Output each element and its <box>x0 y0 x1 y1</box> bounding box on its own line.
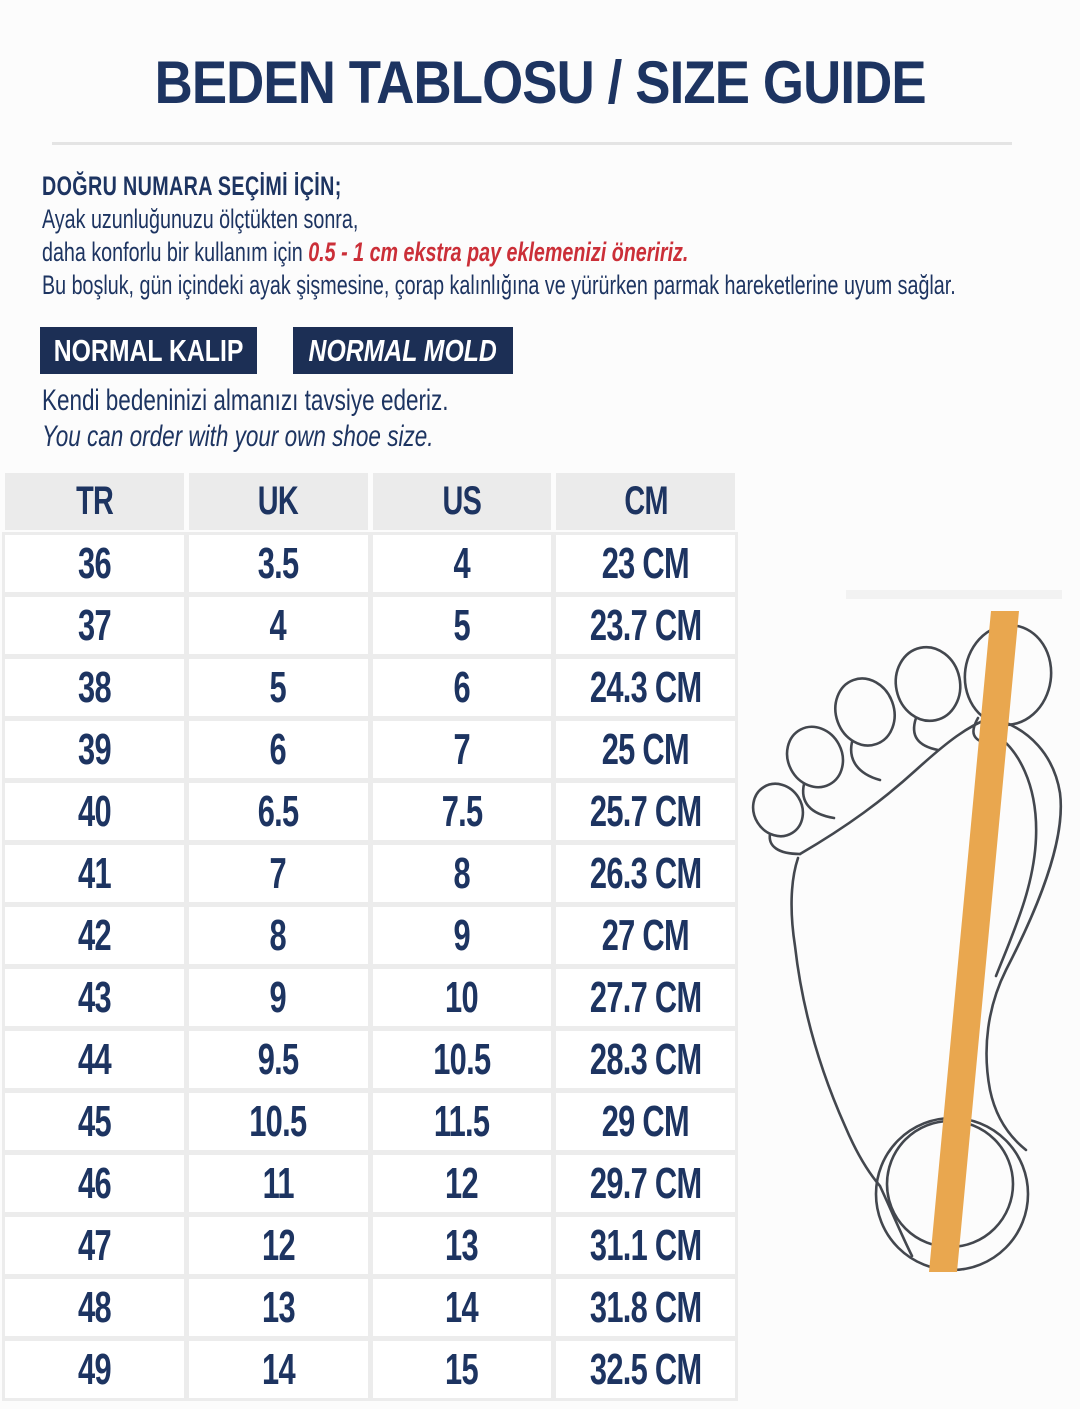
table-row <box>5 721 735 778</box>
intro-heading: DOĞRU NUMARA SEÇİMİ İÇİN; <box>42 171 342 201</box>
size-cell: 4 <box>189 597 368 654</box>
size-cell: 12 <box>189 1217 368 1274</box>
size-cell: 44 <box>5 1031 184 1088</box>
size-cell: 43 <box>5 969 184 1026</box>
header-cell-uk: UK <box>189 473 368 530</box>
table-row <box>5 535 735 592</box>
size-cell: 42 <box>5 907 184 964</box>
mold-badges <box>40 327 513 374</box>
intro-line-2 <box>42 236 1080 269</box>
table-row <box>5 1093 735 1150</box>
table-row <box>5 1031 735 1088</box>
size-cell: 9.5 <box>189 1031 368 1088</box>
foot-outline <box>743 620 1060 1270</box>
size-cell: 11.5 <box>373 1093 552 1150</box>
size-cell: 31.1 CM <box>556 1217 735 1274</box>
size-cell: 8 <box>189 907 368 964</box>
intro-line-1: Ayak uzunluğunuzu ölçtükten sonra, <box>42 204 359 234</box>
intro-block <box>42 170 1080 302</box>
table-row <box>5 845 735 902</box>
header-cell-us: US <box>373 473 552 530</box>
page-title <box>0 48 1080 117</box>
size-cell: 6 <box>189 721 368 778</box>
intro-line-3: Bu boşluk, gün içindeki ayak şişmesine, çorap kalınlığına ve yürürken parmak hareketlerine uyum sağlar. <box>42 270 956 300</box>
advice-english: You can order with your own shoe size. <box>42 420 434 453</box>
size-cell: 10.5 <box>373 1031 552 1088</box>
foot-outline-illustration <box>738 578 1080 1323</box>
size-cell: 27.7 CM <box>556 969 735 1026</box>
intro-line-2-highlight: 0.5 - 1 cm ekstra pay eklemenizi öneririz. <box>308 237 689 267</box>
page-title-text: BEDEN TABLOSU / SIZE GUIDE <box>154 49 926 116</box>
table-row <box>5 597 735 654</box>
size-cell: 4 <box>373 535 552 592</box>
size-cell: 9 <box>189 969 368 1026</box>
table-row <box>5 1217 735 1274</box>
table-row <box>5 1341 735 1398</box>
size-cell: 38 <box>5 659 184 716</box>
normal-kalip-badge <box>40 327 257 374</box>
advice-block <box>42 383 584 455</box>
size-cell: 32.5 CM <box>556 1341 735 1398</box>
size-cell: 10.5 <box>189 1093 368 1150</box>
size-table <box>0 468 740 1403</box>
size-cell: 9 <box>373 907 552 964</box>
size-cell: 6 <box>373 659 552 716</box>
size-cell: 31.8 CM <box>556 1279 735 1336</box>
size-cell: 26.3 CM <box>556 845 735 902</box>
table-row <box>5 659 735 716</box>
normal-kalip-label: NORMAL KALIP <box>53 332 244 368</box>
size-cell: 11 <box>189 1155 368 1212</box>
table-row <box>5 783 735 840</box>
photo-edge <box>846 590 1062 599</box>
size-cell: 23.7 CM <box>556 597 735 654</box>
size-cell: 48 <box>5 1279 184 1336</box>
size-cell: 14 <box>373 1279 552 1336</box>
table-row <box>5 969 735 1026</box>
intro-line-2-prefix: daha konforlu bir kullanım için <box>42 237 309 267</box>
size-cell: 37 <box>5 597 184 654</box>
measuring-stripe <box>929 611 1019 1272</box>
size-cell: 23 CM <box>556 535 735 592</box>
size-cell: 49 <box>5 1341 184 1398</box>
size-cell: 12 <box>373 1155 552 1212</box>
size-cell: 13 <box>373 1217 552 1274</box>
size-cell: 5 <box>189 659 368 716</box>
size-cell: 7.5 <box>373 783 552 840</box>
table-row <box>5 907 735 964</box>
size-cell: 25.7 CM <box>556 783 735 840</box>
size-cell: 45 <box>5 1093 184 1150</box>
size-cell: 6.5 <box>189 783 368 840</box>
size-cell: 15 <box>373 1341 552 1398</box>
size-cell: 24.3 CM <box>556 659 735 716</box>
normal-mold-badge <box>293 327 513 374</box>
size-cell: 28.3 CM <box>556 1031 735 1088</box>
size-cell: 14 <box>189 1341 368 1398</box>
header-cell-cm: CM <box>556 473 735 530</box>
size-cell: 36 <box>5 535 184 592</box>
size-cell: 41 <box>5 845 184 902</box>
foot-illustration <box>738 578 1080 1323</box>
size-cell: 47 <box>5 1217 184 1274</box>
size-cell: 29 CM <box>556 1093 735 1150</box>
header-cell-tr: TR <box>5 473 184 530</box>
table-row <box>5 1155 735 1212</box>
size-cell: 25 CM <box>556 721 735 778</box>
size-cell: 13 <box>189 1279 368 1336</box>
size-cell: 39 <box>5 721 184 778</box>
size-cell: 8 <box>373 845 552 902</box>
normal-mold-label: NORMAL MOLD <box>308 332 498 368</box>
title-divider <box>52 142 1012 145</box>
size-cell: 3.5 <box>189 535 368 592</box>
table-row <box>5 1279 735 1336</box>
size-table-header-row <box>5 473 735 530</box>
size-cell: 10 <box>373 969 552 1026</box>
size-cell: 5 <box>373 597 552 654</box>
size-cell: 29.7 CM <box>556 1155 735 1212</box>
advice-turkish: Kendi bedeninizi almanızı tavsiye ederiz. <box>42 384 449 417</box>
size-cell: 7 <box>373 721 552 778</box>
size-cell: 7 <box>189 845 368 902</box>
size-cell: 27 CM <box>556 907 735 964</box>
size-cell: 46 <box>5 1155 184 1212</box>
size-cell: 40 <box>5 783 184 840</box>
